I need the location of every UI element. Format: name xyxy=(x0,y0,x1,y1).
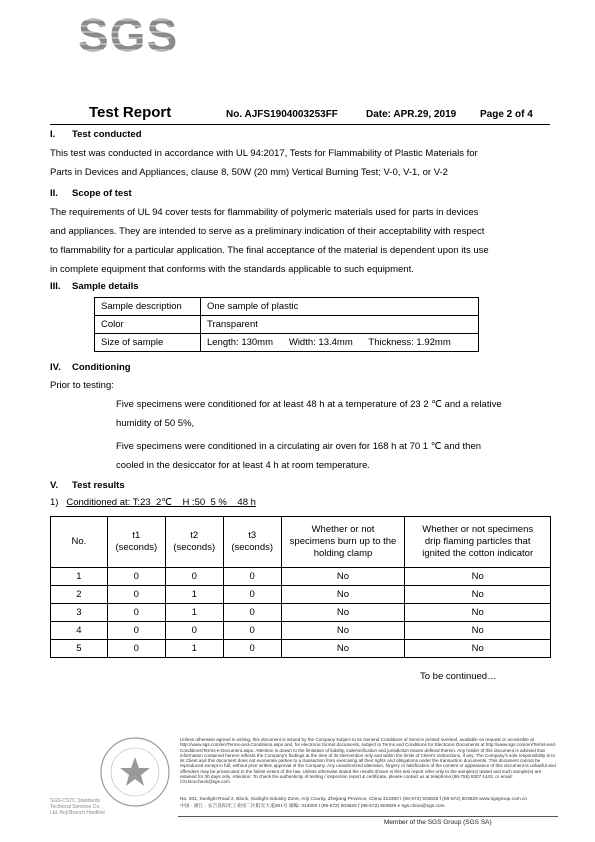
to-be-continued: To be continued… xyxy=(420,671,497,682)
table-header-row xyxy=(51,517,551,568)
section-2-body xyxy=(50,203,550,279)
text-line: and appliances. They are intended to serve as a preliminary indication of their acceptability with respect xyxy=(50,226,485,237)
table-cell: 0 xyxy=(165,622,223,640)
table-row xyxy=(51,640,551,658)
table-row xyxy=(51,586,551,604)
table-cell: 0 xyxy=(107,622,165,640)
section-heading-1 xyxy=(50,129,142,140)
conditioning-label xyxy=(50,497,256,508)
section-1-body xyxy=(50,144,550,182)
section-title: Scope of test xyxy=(72,188,132,199)
table-cell: No xyxy=(405,568,551,586)
table-cell: 1 xyxy=(165,640,223,658)
section-heading-3 xyxy=(50,281,139,292)
table-cell: No xyxy=(405,622,551,640)
table-row xyxy=(51,568,551,586)
report-date: Date: APR.29, 2019 xyxy=(366,109,457,120)
table-row xyxy=(95,334,479,352)
prior-to-testing: Prior to testing: xyxy=(50,380,114,391)
table-cell: No xyxy=(405,640,551,658)
table-cell: No xyxy=(405,586,551,604)
col-header: Whether or not specimens burn up to the holding clamp xyxy=(281,517,405,568)
footer-address xyxy=(180,796,558,810)
table-row xyxy=(95,316,479,334)
sgs-logo xyxy=(78,9,179,72)
branch-watermark: SGS-CSTC Standards Technical Services Co., Ltd. Anji Branch Hardline xyxy=(50,798,106,816)
table-cell: 3 xyxy=(51,604,108,622)
member-note: Member of the SGS Group (SGS SA) xyxy=(384,819,492,826)
section-heading-5 xyxy=(50,480,125,491)
text-line: cooled in the desiccator for at least 4 h at room temperature. xyxy=(116,460,370,471)
page-number: Page 2 of 4 xyxy=(480,109,533,120)
section-number: III. xyxy=(50,281,61,292)
section-number: IV. xyxy=(50,362,61,373)
table-row xyxy=(51,604,551,622)
col-header: No. xyxy=(51,517,108,568)
text-line: Parts in Devices and Appliances, clause 8, 50W (20 mm) Vertical Burning Test; V-0, V-1, or V-2 xyxy=(50,167,448,178)
section-title: Conditioning xyxy=(72,362,131,373)
text-line: humidity of 50 5%, xyxy=(116,418,195,429)
text-line: This test was conducted in accordance with UL 94:2017, Tests for Flammability of Plastic Materials for xyxy=(50,148,478,159)
col-header: Whether or not specimens drip flaming particles that ignited the cotton indicator xyxy=(405,517,551,568)
condition-text: Conditioned at: T:23 2℃ H :50 5 % 48 h xyxy=(66,497,256,508)
test-results-table xyxy=(50,516,551,658)
table-cell: 1 xyxy=(165,586,223,604)
text-line: Five specimens were conditioned in a circulating air oven for 168 h at 70 1 ℃ and then xyxy=(116,441,482,452)
sgs-logo-text: SGS xyxy=(78,9,179,61)
sample-value: Length: 130mm Width: 13.4mm Thickness: 1.92mm xyxy=(201,334,479,352)
footer-fine-print: Unless otherwise agreed in writing, this document is issued by the Company subject to its General Conditions of Service printed overleaf, available on request or accessible at http://www.sgs.com/en/Terms-and-Conditions.aspx and, for electronic format documents, subject to Terms and Conditions for Electronic Documents at http://www.sgs.com/en/Terms-and-Conditions/Terms-e-Document.aspx. Attention is drawn to the limitation of liability, indemnification and jurisdiction issues defined therein. Any holder of this document is advised that information contained hereon reflects the Company's findings at the time of its intervention only and within the limits of Client's instructions, if any. The Company's sole responsibility is to its Client and this document does not exonerate parties to a transaction from exercising all their rights and obligations under the transaction documents. This document cannot be reproduced except in full, without prior written approval of the Company. Any unauthorized alteration, forgery or falsification of the content or appearance of this document is unlawful and offenders may be prosecuted to the fullest extent of the law. Unless otherwise stated the results shown in this test report refer only to the sample(s) tested and such sample(s) are retained for 30 days only. Attention: To check the authenticity of testing / inspection report & certificate, please contact us at telephone:(86-755) 8307 1443, or email: CN.Doccheck@sgs.com xyxy=(180,737,557,785)
col-header: t1 (seconds) xyxy=(107,517,165,568)
table-cell: 4 xyxy=(51,622,108,640)
table-cell: 0 xyxy=(223,604,281,622)
condition-number: 1) xyxy=(50,497,59,508)
conditioning-paragraph-1 xyxy=(116,395,536,433)
sample-key: Sample description xyxy=(95,298,201,316)
address-chinese: 中国 · 浙江 · 安吉县阳光工业园二区阳光大道301号 邮编: 313300 t (86-572) 503825 f (86-572) 503829 e sgs.china@sgs.com xyxy=(180,804,445,809)
table-cell: No xyxy=(281,640,405,658)
section-title: Test conducted xyxy=(72,129,142,140)
table-cell: 0 xyxy=(107,604,165,622)
sample-value: Transparent xyxy=(201,316,479,334)
section-heading-4 xyxy=(50,362,131,373)
col-header: t3 (seconds) xyxy=(223,517,281,568)
text-line: The requirements of UL 94 cover tests for flammability of polymeric materials used for parts in devices xyxy=(50,207,479,218)
section-number: I. xyxy=(50,129,56,140)
table-cell: 0 xyxy=(223,586,281,604)
table-cell: 0 xyxy=(223,568,281,586)
sample-value: One sample of plastic xyxy=(201,298,479,316)
table-row xyxy=(95,298,479,316)
header-divider xyxy=(50,124,550,125)
address-english: No. 301, Sunlight Road 2, Block, Sunlight Industry Zone, Anji County, Zhejiang Province, China 313300 t (86-572) 503825 f (86-572) 503829 www.sgsgroup.com.cn xyxy=(180,797,528,802)
table-cell: 1 xyxy=(165,604,223,622)
table-cell: No xyxy=(281,622,405,640)
report-title: Test Report xyxy=(89,104,172,121)
table-cell: 1 xyxy=(51,568,108,586)
section-number: V. xyxy=(50,480,59,491)
text-line: Five specimens were conditioned for at least 48 h at a temperature of 23 2 ℃ and a relative xyxy=(116,399,502,410)
report-number: No. AJFS1904003253FF xyxy=(226,109,338,120)
section-heading-2 xyxy=(50,188,132,199)
table-cell: 0 xyxy=(107,640,165,658)
section-number: II. xyxy=(50,188,58,199)
table-cell: 0 xyxy=(107,586,165,604)
section-title: Test results xyxy=(72,480,125,491)
text-line: to flammability for a particular application. The final acceptance of the material is dependent upon its use xyxy=(50,245,489,256)
table-cell: No xyxy=(281,568,405,586)
table-cell: No xyxy=(405,604,551,622)
sample-key: Size of sample xyxy=(95,334,201,352)
table-cell: 2 xyxy=(51,586,108,604)
table-row xyxy=(51,622,551,640)
sample-details-table xyxy=(94,297,479,352)
section-title: Sample details xyxy=(72,281,139,292)
sample-key: Color xyxy=(95,316,201,334)
table-cell: 0 xyxy=(223,622,281,640)
table-cell: 0 xyxy=(223,640,281,658)
table-cell: No xyxy=(281,586,405,604)
table-cell: 0 xyxy=(107,568,165,586)
footer-divider xyxy=(178,816,558,817)
table-cell: 5 xyxy=(51,640,108,658)
col-header: t2 (seconds) xyxy=(165,517,223,568)
table-cell: No xyxy=(281,604,405,622)
conditioning-paragraph-2 xyxy=(116,437,536,475)
table-cell: 0 xyxy=(165,568,223,586)
text-line: in complete equipment that conforms with the standards applicable to such equipment. xyxy=(50,264,414,275)
